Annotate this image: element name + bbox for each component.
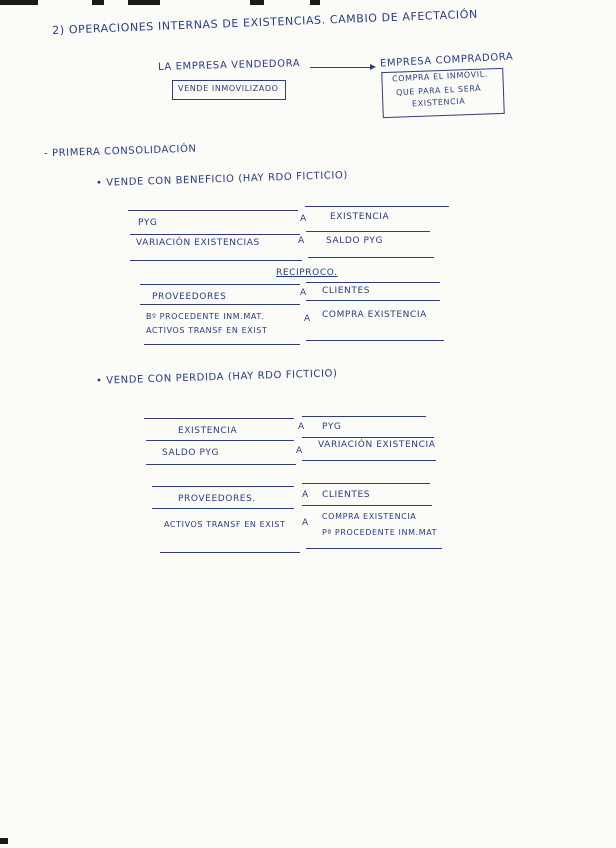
entry-debit-line-1: Bº PROCEDENTE INM.MAT. (146, 312, 265, 321)
journal-rule (305, 206, 449, 207)
entry-credit-line-1: COMPRA EXISTENCIA (322, 512, 417, 521)
journal-rule (130, 234, 300, 235)
entry-debit: PROVEEDORES (152, 292, 227, 302)
journal-rule (146, 464, 296, 465)
entry-credit: VARIACIÓN EXISTENCIA (318, 440, 436, 450)
top-edge-marks (0, 0, 616, 8)
entry-debit: SALDO PYG (162, 448, 220, 458)
journal-rule (144, 418, 294, 419)
entry-a: A (302, 518, 309, 528)
section-heading: 2) OPERACIONES INTERNAS DE EXISTENCIAS. CAMBIO DE AFECTACIÓN (52, 7, 479, 37)
journal-rule (130, 260, 302, 261)
section-title: - PRIMERA CONSOLIDACIÓN (43, 143, 197, 160)
journal-rule (128, 210, 298, 211)
profit-title: • VENDE CON BENEFICIO (HAY RDO FICTICIO) (95, 170, 349, 189)
bottom-edge-mark (0, 838, 8, 844)
journal-rule (140, 284, 300, 285)
journal-rule (152, 486, 294, 487)
entry-debit: PROVEEDORES. (178, 494, 256, 504)
buyer-label: EMPRESA COMPRADORA (379, 51, 514, 70)
entry-credit: EXISTENCIA (330, 212, 390, 222)
journal-rule (306, 548, 442, 549)
entry-debit: EXISTENCIA (178, 426, 238, 436)
journal-rule (160, 552, 300, 553)
entry-a: A (298, 422, 305, 432)
buyer-box-line-1: COMPRA EL INMOVIL. (391, 69, 489, 84)
entry-credit-line-2: Pª PROCEDENTE INM.MAT (322, 528, 438, 537)
journal-rule (302, 416, 426, 417)
loss-title: • VENDE CON PERDIDA (HAY RDO FICTICIO) (95, 368, 338, 387)
journal-rule (146, 440, 294, 441)
journal-rule (152, 508, 294, 509)
journal-rule (302, 505, 432, 506)
journal-rule (306, 340, 444, 341)
entry-credit: CLIENTES (322, 490, 371, 500)
entry-credit: SALDO PYG (326, 236, 384, 246)
journal-rule (306, 300, 440, 301)
journal-rule (306, 282, 440, 283)
entry-a: A (300, 288, 307, 298)
entry-debit-line-2: ACTIVOS TRANSF EN EXIST (146, 326, 268, 335)
entry-debit: ACTIVOS TRANSF EN EXIST (164, 520, 286, 529)
entry-a: A (298, 236, 305, 246)
journal-rule (308, 257, 434, 258)
entry-a: A (302, 490, 309, 500)
entry-a: A (300, 214, 307, 224)
journal-rule (302, 460, 436, 461)
journal-rule (302, 483, 430, 484)
buyer-box-line-3: EXISTENCIA (411, 96, 466, 109)
arrow-line (310, 67, 372, 68)
arrow-head (370, 64, 376, 70)
entry-credit: PYG (322, 422, 342, 432)
seller-box-text: VENDE INMOVILIZADO (178, 84, 279, 93)
entry-debit: PYG (138, 218, 158, 228)
entry-credit: COMPRA EXISTENCIA (322, 310, 427, 320)
entry-credit: CLIENTES (322, 286, 371, 296)
journal-rule (302, 437, 434, 438)
journal-rule (306, 231, 430, 232)
entry-a: A (296, 446, 303, 456)
entry-debit: VARIACIÓN EXISTENCIAS (136, 238, 260, 248)
seller-label: LA EMPRESA VENDEDORA (157, 58, 301, 73)
entry-a: A (304, 314, 311, 324)
reciprocal-label: RECIPROCO. (276, 268, 338, 278)
journal-rule (140, 304, 300, 305)
buyer-box-line-2: QUE PARA EL SERÁ (395, 83, 482, 98)
journal-rule (144, 344, 300, 345)
